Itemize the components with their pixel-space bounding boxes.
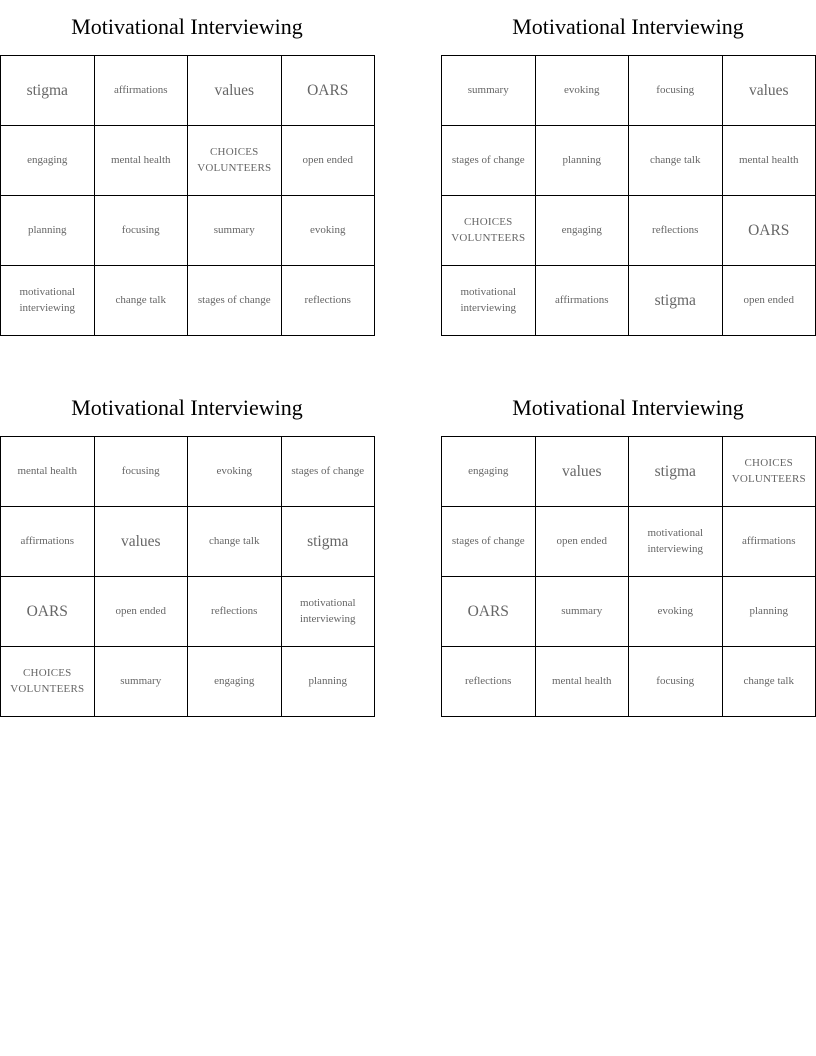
bingo-cell: values — [188, 56, 282, 126]
bingo-cell: stages of change — [282, 437, 376, 507]
bingo-cell: mental health — [1, 437, 95, 507]
bingo-cell: mental health — [723, 126, 816, 196]
bingo-cell: summary — [536, 577, 630, 647]
bingo-cell: focusing — [95, 437, 189, 507]
bingo-grid — [0, 436, 375, 717]
bingo-cell: values — [95, 507, 189, 577]
bingo-cell: evoking — [629, 577, 723, 647]
card-title: Motivational Interviewing — [71, 14, 303, 39]
bingo-cell: CHOICES VOLUNTEERS — [1, 647, 95, 717]
bingo-cell: engaging — [188, 647, 282, 717]
bingo-cell: mental health — [536, 647, 630, 717]
bingo-card-3 — [0, 381, 374, 717]
bingo-cell: stigma — [629, 266, 723, 336]
bingo-card-4 — [441, 381, 815, 717]
card-title: Motivational Interviewing — [512, 395, 744, 420]
bingo-cell: values — [536, 437, 630, 507]
bingo-cell: stigma — [1, 56, 95, 126]
bingo-cell: stages of change — [442, 507, 536, 577]
bingo-cell: focusing — [629, 56, 723, 126]
bingo-cell: open ended — [282, 126, 376, 196]
bingo-grid — [441, 436, 816, 717]
bingo-cell: CHOICES VOLUNTEERS — [723, 437, 816, 507]
bingo-cell: mental health — [95, 126, 189, 196]
bingo-cell: summary — [442, 56, 536, 126]
bingo-cell: affirmations — [723, 507, 816, 577]
bingo-cell: engaging — [1, 126, 95, 196]
bingo-cell: summary — [188, 196, 282, 266]
bingo-cell: summary — [95, 647, 189, 717]
bingo-cell: evoking — [536, 56, 630, 126]
bingo-grid — [0, 55, 375, 336]
bingo-cell: OARS — [282, 56, 376, 126]
bingo-cell: change talk — [723, 647, 816, 717]
bingo-cell: motivational interviewing — [442, 266, 536, 336]
bingo-cell: change talk — [188, 507, 282, 577]
bingo-cell: motivational interviewing — [1, 266, 95, 336]
bingo-cell: focusing — [629, 647, 723, 717]
bingo-cell: evoking — [188, 437, 282, 507]
card-title: Motivational Interviewing — [71, 395, 303, 420]
bingo-cell: open ended — [536, 507, 630, 577]
bingo-cell: stages of change — [442, 126, 536, 196]
bingo-cell: change talk — [629, 126, 723, 196]
bingo-cell: engaging — [536, 196, 630, 266]
bingo-grid — [441, 55, 816, 336]
bingo-cell: reflections — [188, 577, 282, 647]
bingo-cell: planning — [1, 196, 95, 266]
bingo-cell: stages of change — [188, 266, 282, 336]
bingo-cell: planning — [723, 577, 816, 647]
card-title: Motivational Interviewing — [512, 14, 744, 39]
bingo-cell: reflections — [629, 196, 723, 266]
bingo-cell: motivational interviewing — [282, 577, 376, 647]
bingo-cell: values — [723, 56, 816, 126]
bingo-cell: planning — [536, 126, 630, 196]
bingo-card-1 — [0, 0, 374, 336]
bingo-cell: focusing — [95, 196, 189, 266]
bingo-cell: OARS — [1, 577, 95, 647]
bingo-cell: reflections — [282, 266, 376, 336]
bingo-cell: OARS — [442, 577, 536, 647]
bingo-cell: CHOICES VOLUNTEERS — [188, 126, 282, 196]
bingo-cell: OARS — [723, 196, 816, 266]
bingo-cell: planning — [282, 647, 376, 717]
bingo-cell: CHOICES VOLUNTEERS — [442, 196, 536, 266]
bingo-cell: stigma — [629, 437, 723, 507]
bingo-card-2 — [441, 0, 815, 336]
bingo-cell: affirmations — [536, 266, 630, 336]
bingo-cell: motivational interviewing — [629, 507, 723, 577]
bingo-cell: affirmations — [95, 56, 189, 126]
bingo-cell: open ended — [95, 577, 189, 647]
bingo-cell: affirmations — [1, 507, 95, 577]
bingo-cell: stigma — [282, 507, 376, 577]
bingo-cell: evoking — [282, 196, 376, 266]
bingo-cell: open ended — [723, 266, 816, 336]
bingo-cell: reflections — [442, 647, 536, 717]
bingo-cell: change talk — [95, 266, 189, 336]
bingo-cell: engaging — [442, 437, 536, 507]
